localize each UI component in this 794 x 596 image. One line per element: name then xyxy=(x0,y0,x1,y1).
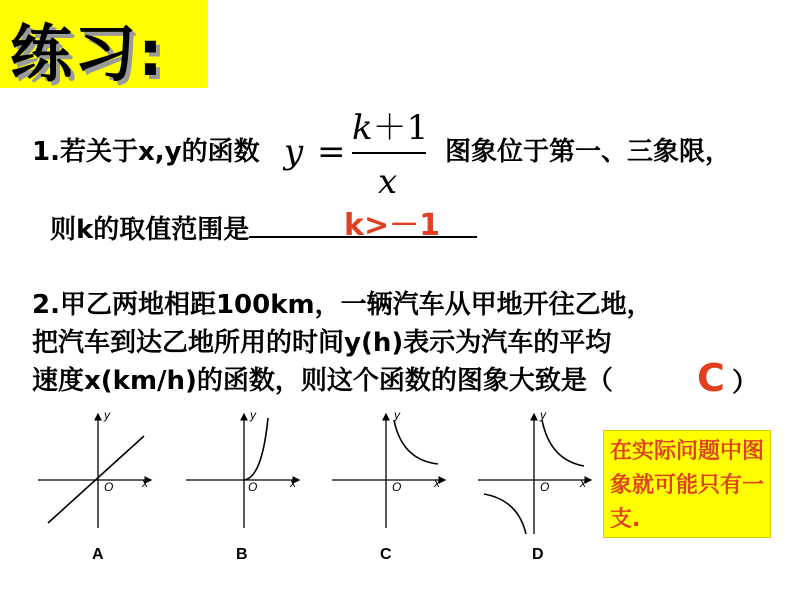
curve-q3 xyxy=(484,494,526,534)
graph-c-y: y xyxy=(394,408,400,422)
q2-line1: 2.甲乙两地相距100km，一辆汽车从甲地开往乙地， xyxy=(32,290,653,320)
formula-k: k xyxy=(352,108,373,148)
graph-a-o: O xyxy=(104,480,114,494)
graph-d-o: O xyxy=(540,480,550,494)
q1-prefix: 1.若关于x,y的函数 xyxy=(32,137,260,167)
graph-a-x: x xyxy=(142,476,148,490)
graph-b-label: B xyxy=(236,546,248,563)
curve xyxy=(244,418,268,480)
q1-answer: k>－1 xyxy=(344,208,440,243)
graph-d xyxy=(476,408,596,568)
q2-line3: 速度x(km/h)的函数，则这个函数的图象大致是（ xyxy=(32,366,613,396)
curve-q1 xyxy=(542,420,584,466)
graph-d-y: y xyxy=(540,408,546,422)
formula-y: y xyxy=(284,132,304,172)
q2-answer: C xyxy=(697,356,725,400)
graph-b-y: y xyxy=(250,408,256,422)
q1-line2-text: 则k的取值范围是 xyxy=(50,215,250,245)
graph-d-label: D xyxy=(532,546,544,563)
graph-b xyxy=(184,408,304,568)
title-banner xyxy=(0,0,208,88)
q2-text xyxy=(32,286,653,400)
graph-c-x: x xyxy=(434,476,440,490)
graph-c-label: C xyxy=(380,546,392,563)
graph-b-o: O xyxy=(248,480,258,494)
graph-b-x: x xyxy=(290,476,296,490)
curve xyxy=(394,420,438,464)
formula-equals: = xyxy=(317,132,346,172)
graph-d-x: x xyxy=(580,476,586,490)
page-title: 练习: xyxy=(10,17,165,90)
graph-c-o: O xyxy=(392,480,402,494)
q1-suffix: 图象位于第一、三象限， xyxy=(445,137,732,167)
formula-numerator xyxy=(352,100,428,149)
q1-formula xyxy=(284,100,434,210)
note-box: 在实际问题中图象就可能只有一支. xyxy=(603,430,771,538)
q2-close-paren: ） xyxy=(732,368,759,398)
graph-a-y: y xyxy=(104,408,110,422)
formula-denominator: x xyxy=(378,162,398,202)
q2-line2: 把汽车到达乙地所用的时间y(h)表示为汽车的平均 xyxy=(32,328,612,358)
graph-c xyxy=(330,408,450,568)
graph-a xyxy=(36,408,156,568)
graph-a-label: A xyxy=(92,546,104,563)
formula-plus-one: ＋1 xyxy=(372,108,429,148)
fraction-bar xyxy=(352,152,426,154)
